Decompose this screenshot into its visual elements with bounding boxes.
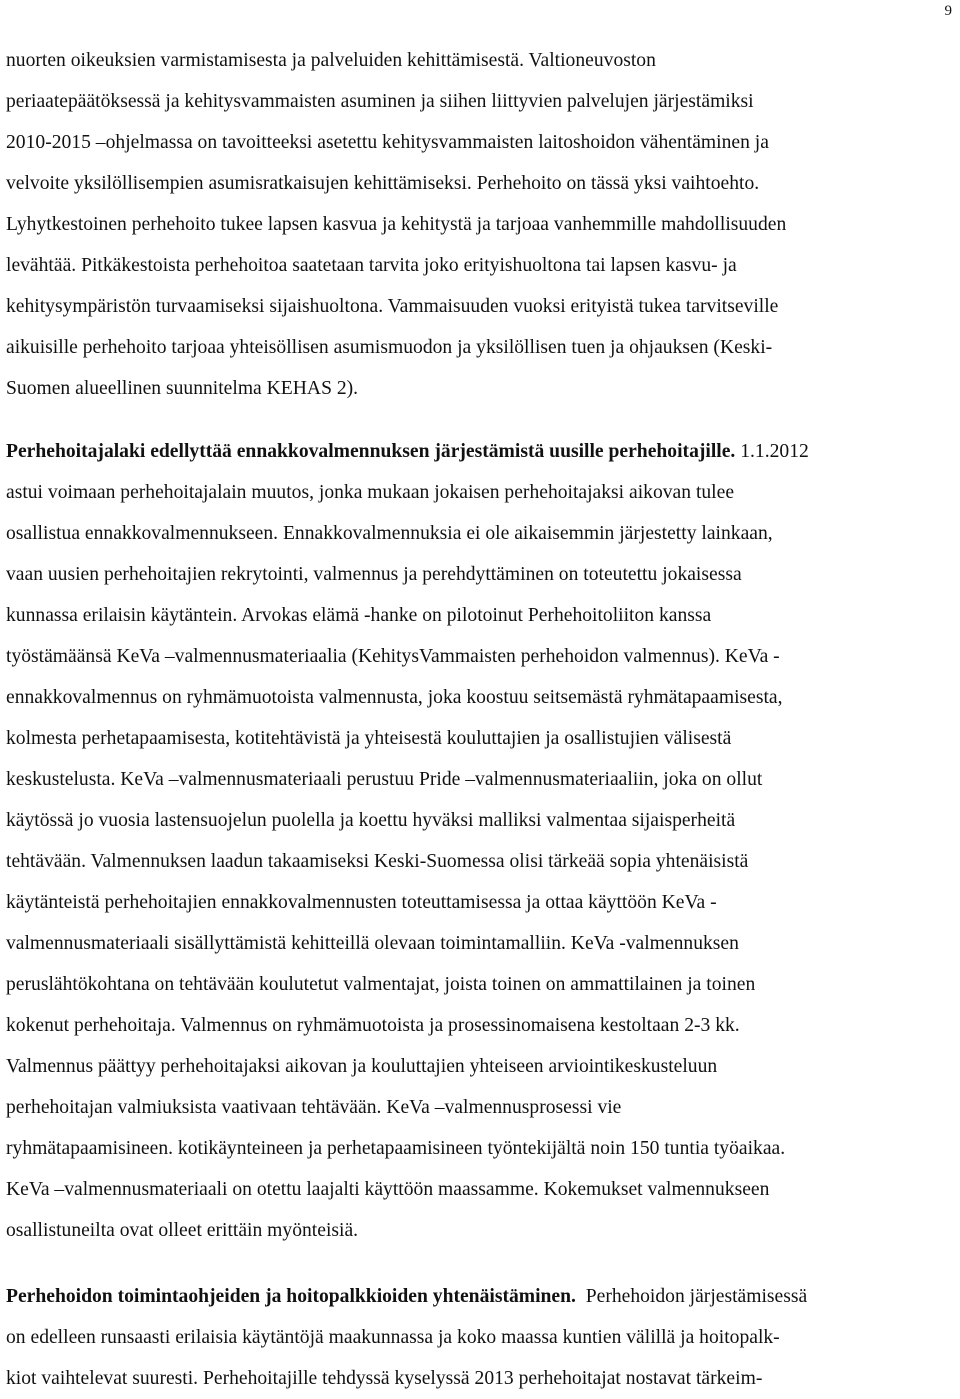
body-text: kiot vaihtelevat suuresti. Perhehoitajille tehdyssä kyselyssä 2013 perhehoitajat nostavat tärkeim- bbox=[6, 1368, 763, 1389]
text-line bbox=[6, 759, 956, 800]
body-text: osallistua ennakkovalmennukseen. Ennakkovalmennuksia ei ole aikaisemmin järjestetty lainkaan, bbox=[6, 523, 773, 544]
text-line bbox=[6, 163, 956, 204]
body-text: KeVa –valmennusmateriaali on otettu laajalti käyttöön maassamme. Kokemukset valmennukseen bbox=[6, 1179, 770, 1200]
text-line bbox=[6, 327, 956, 368]
text-line bbox=[6, 1005, 956, 1046]
page-number: 9 bbox=[944, 3, 952, 19]
body-text: valmennusmateriaali sisällyttämistä kehitteillä olevaan toimintamalliin. KeVa -valmennuksen bbox=[6, 933, 739, 954]
text-line bbox=[6, 800, 956, 841]
body-text: aikuisille perhehoito tarjoaa yhteisöllisen asumismuodon ja yksilöllisen tuen ja ohjauksen (Keski- bbox=[6, 337, 773, 358]
body-text: periaatepäätöksessä ja kehitysvammaisten asuminen ja siihen liittyvien palvelujen järjestämiksi bbox=[6, 91, 754, 112]
body-text: kunnassa erilaisin käytäntein. Arvokas elämä -hanke on pilotoinut Perhehoitoliiton kanssa bbox=[6, 605, 712, 626]
bold-heading-text: Perhehoitajalaki edellyttää ennakkovalmennuksen järjestämistä uusille perhehoitajille. bbox=[6, 441, 736, 462]
body-text: Suomen alueellinen suunnitelma KEHAS 2). bbox=[6, 378, 359, 399]
text-line bbox=[6, 595, 956, 636]
paragraph-toimintaohjeet bbox=[6, 1276, 956, 1399]
text-line bbox=[6, 245, 956, 286]
text-line bbox=[6, 636, 956, 677]
body-text: ryhmätapaamisineen. kotikäynteineen ja perhetapaamisineen työntekijältä noin 150 tuntia työaikaa. bbox=[6, 1138, 786, 1159]
body-text: kokenut perhehoitaja. Valmennus on ryhmämuotoista ja prosessinomaisena kestoltaan 2-3 kk. bbox=[6, 1015, 740, 1036]
body-text: kolmesta perhetapaamisesta, kotitehtävistä ja yhteisestä kouluttajien ja osallistujien välisestä bbox=[6, 728, 732, 749]
body-text: Lyhytkestoinen perhehoito tukee lapsen kasvua ja kehitystä ja tarjoaa vanhemmille mahdollisuuden bbox=[6, 214, 787, 235]
body-text: käytänteistä perhehoitajien ennakkovalmennusten toteuttamisessa ja ottaa käyttöön KeVa - bbox=[6, 892, 717, 913]
body-text: kehitysympäristön turvaamiseksi sijaishuoltona. Vammaisuuden vuoksi erityistä tukea tarvitseville bbox=[6, 296, 779, 317]
body-text: levähtää. Pitkäkestoista perhehoitoa saatetaan tarvita joko erityishuoltona tai lapsen kasvu- ja bbox=[6, 255, 737, 276]
text-line bbox=[6, 286, 956, 327]
body-text: ennakkovalmennus on ryhmämuotoista valmennusta, joka koostuu seitsemästä ryhmätapaamisesta, bbox=[6, 687, 783, 708]
body-text: Valmennus päättyy perhehoitajaksi aikovan ja kouluttajien yhteiseen arviointikeskusteluun bbox=[6, 1056, 718, 1077]
bold-heading-text: Perhehoidon toimintaohjeiden ja hoitopalkkioiden yhtenäistäminen. bbox=[6, 1286, 576, 1307]
text-line bbox=[6, 368, 956, 409]
body-text: keskustelusta. KeVa –valmennusmateriaali perustuu Pride –valmennusmateriaaliin, joka on ollut bbox=[6, 769, 763, 790]
text-line bbox=[6, 122, 956, 163]
text-line bbox=[6, 554, 956, 595]
text-line bbox=[6, 204, 956, 245]
body-text: Perhehoidon järjestämisessä bbox=[575, 1286, 808, 1307]
text-line bbox=[6, 677, 956, 718]
body-text: tehtävään. Valmennuksen laadun takaamiseksi Keski-Suomessa olisi tärkeää sopia yhtenäisistä bbox=[6, 851, 749, 872]
body-text: astui voimaan perhehoitajalain muutos, jonka mukaan jokaisen perhehoitajaksi aikovan tulee bbox=[6, 482, 735, 503]
text-line bbox=[6, 1046, 956, 1087]
text-line bbox=[6, 718, 956, 759]
text-line bbox=[6, 923, 956, 964]
text-line bbox=[6, 472, 956, 513]
text-line bbox=[6, 1317, 956, 1358]
text-line bbox=[6, 882, 956, 923]
body-text: työstämäänsä KeVa –valmennusmateriaalia (KehitysVammaisten perhehoidon valmennus). KeVa - bbox=[6, 646, 780, 667]
paragraph-intro bbox=[6, 40, 956, 409]
body-text: vaan uusien perhehoitajien rekrytointi, valmennus ja perehdyttäminen on toteutettu jokaisessa bbox=[6, 564, 742, 585]
text-line bbox=[6, 1128, 956, 1169]
body-text: käytössä jo vuosia lastensuojelun puolella ja koettu hyväksi malliksi valmentaa sijaisperheitä bbox=[6, 810, 736, 831]
body-text: on edelleen runsaasti erilaisia käytäntöjä maakunnassa ja koko maassa kuntien välillä ja hoitopalk- bbox=[6, 1327, 780, 1348]
text-line bbox=[6, 1358, 956, 1399]
text-line bbox=[6, 841, 956, 882]
body-text: nuorten oikeuksien varmistamisesta ja palveluiden kehittämisestä. Valtioneuvoston bbox=[6, 50, 656, 71]
text-line bbox=[6, 964, 956, 1005]
paragraph-ennakkovalmennus bbox=[6, 431, 956, 1251]
body-text: peruslähtökohtana on tehtävään koulutetut valmentajat, joista toinen on ammattilainen ja toinen bbox=[6, 974, 756, 995]
text-line bbox=[6, 431, 956, 472]
body-text: osallistuneilta ovat olleet erittäin myönteisiä. bbox=[6, 1220, 359, 1241]
body-text: perhehoitajan valmiuksista vaativaan tehtävään. KeVa –valmennusprosessi vie bbox=[6, 1097, 622, 1118]
text-line bbox=[6, 1210, 956, 1251]
body-text: 2010-2015 –ohjelmassa on tavoitteeksi asetettu kehitysvammaisten laitoshoidon vähentäminen ja bbox=[6, 132, 769, 153]
body-text: velvoite yksilöllisempien asumisratkaisujen kehittämiseksi. Perhehoito on tässä yksi vaihtoehto. bbox=[6, 173, 760, 194]
body-text: 1.1.2012 bbox=[735, 441, 809, 462]
text-line bbox=[6, 1169, 956, 1210]
text-line bbox=[6, 81, 956, 122]
text-line bbox=[6, 1276, 956, 1317]
text-line bbox=[6, 40, 956, 81]
text-line bbox=[6, 513, 956, 554]
text-line bbox=[6, 1087, 956, 1128]
